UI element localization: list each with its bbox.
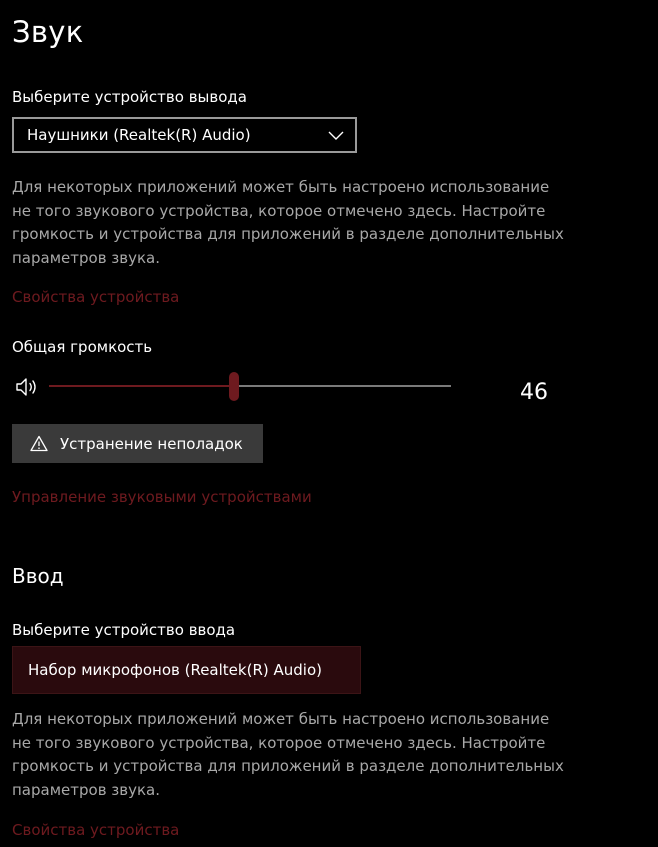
input-device-value: Набор микрофонов (Realtek(R) Audio) <box>28 661 322 679</box>
input-description-line: Для некоторых приложений может быть настроено использование <box>12 710 550 728</box>
output-description-line: громкость и устройства для приложений в разделе дополнительных <box>12 225 564 243</box>
page-title: Звук <box>12 15 84 49</box>
manage-sound-devices-link[interactable]: Управление звуковыми устройствами <box>12 488 312 506</box>
output-description <box>12 176 612 270</box>
output-device-value: Наушники (Realtek(R) Audio) <box>27 126 251 144</box>
volume-slider-thumb[interactable] <box>229 372 239 401</box>
input-description-line: параметров звука. <box>12 780 161 799</box>
output-description-line: параметров звука. <box>12 248 161 267</box>
output-device-dropdown[interactable] <box>12 117 357 153</box>
input-device-label: Выберите устройство ввода <box>12 621 236 639</box>
troubleshoot-button-label: Устранение неполадок <box>60 434 243 453</box>
input-description-line: не того звукового устройства, которое отмечено здесь. Настройте <box>12 733 546 752</box>
volume-slider[interactable] <box>49 372 451 402</box>
output-device-label: Выберите устройство вывода <box>12 88 247 106</box>
output-description-line: Для некоторых приложений может быть настроено использование <box>12 178 550 196</box>
warning-icon <box>30 435 48 452</box>
input-device-dropdown[interactable] <box>12 646 361 694</box>
input-description-line: громкость и устройства для приложений в разделе дополнительных <box>12 757 564 775</box>
output-device-properties-link[interactable]: Свойства устройства <box>12 288 180 306</box>
output-description-line: не того звукового устройства, которое отмечено здесь. Настройте <box>12 201 546 220</box>
troubleshoot-button[interactable] <box>12 424 263 463</box>
master-volume-label: Общая громкость <box>12 338 153 356</box>
speaker-icon[interactable] <box>15 376 41 398</box>
input-section-title: Ввод <box>12 564 64 588</box>
chevron-down-icon <box>327 128 345 142</box>
input-device-properties-link[interactable]: Свойства устройства <box>12 821 180 839</box>
volume-value: 46 <box>520 380 548 405</box>
input-description <box>12 708 612 802</box>
volume-slider-fill <box>49 385 234 387</box>
